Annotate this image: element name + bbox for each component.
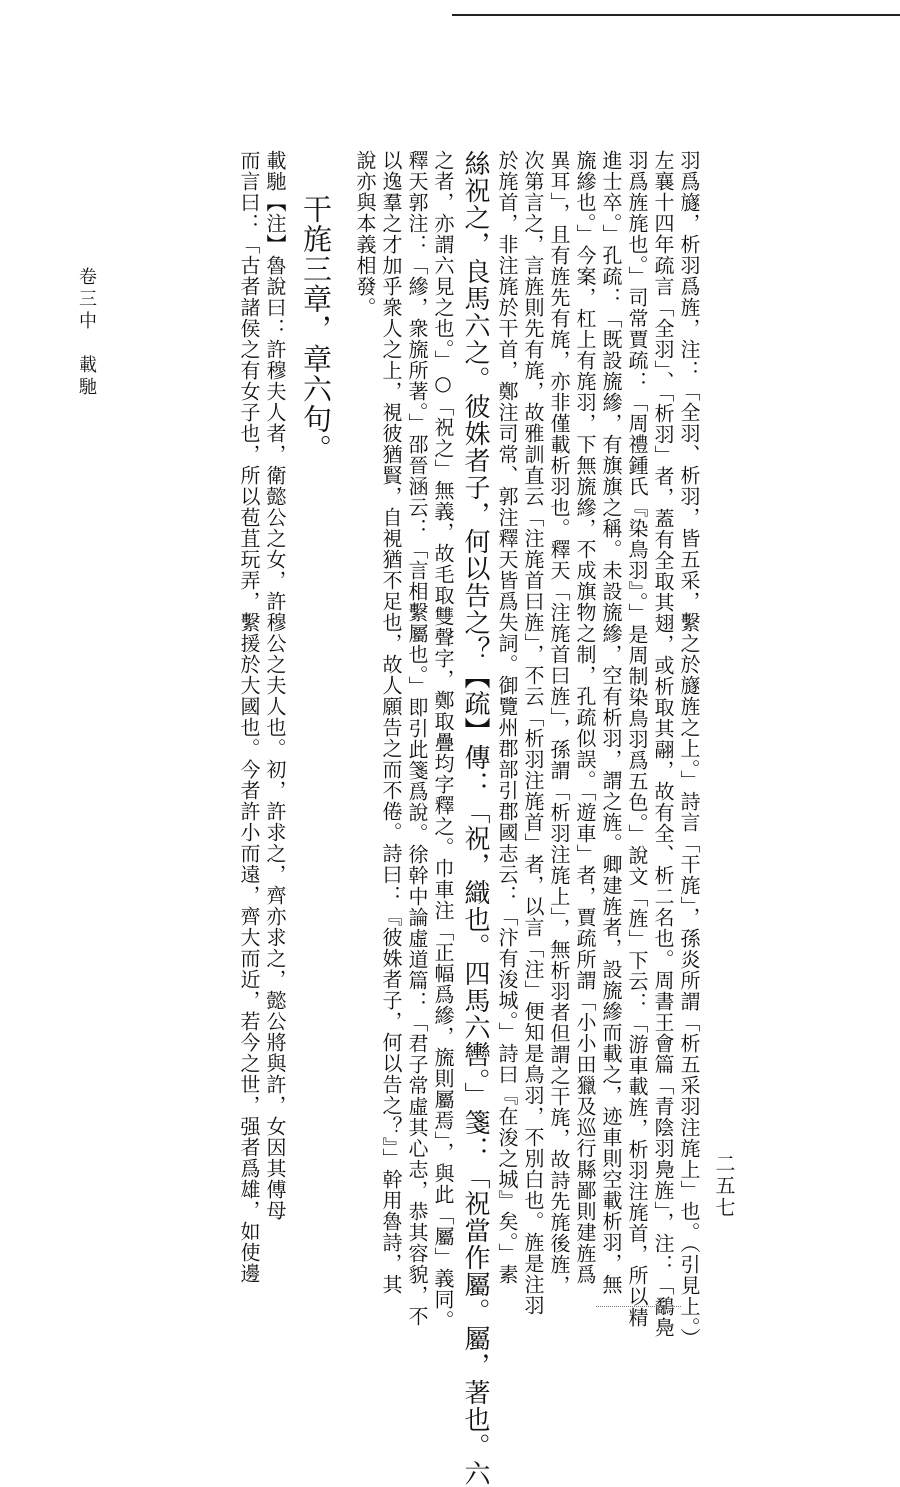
text-column: 載馳【注】魯說曰：許穆夫人者，衛懿公之女，許穆公之夫人也。初，許求之，齊亦求之，懿公將與許，女因其傅母 bbox=[263, 150, 287, 1221]
chapter-summary: 干旄三章，章六句。 bbox=[299, 194, 333, 464]
text-column: 進士卒。」孔疏：「既設旒縿，有旗旗之稱。未設旒縿，空有析羽，謂之旌。卿建旌者，設旒縿而載之，迹車則空載析羽，無 bbox=[599, 150, 623, 1295]
scan-artifact bbox=[596, 1306, 681, 1308]
text-column: 次第言之，言旌則先有旄，故雅訓直云「注旄首曰旌」，不云「析羽注旄首」者，以言「注」便知是鳥羽，不別白也。旌是注羽 bbox=[521, 150, 545, 1316]
text-column: 異耳」，且有旌先有旄，亦非僅載析羽也。釋天「注旄首曰旌」，孫謂「析羽注旄上」，無析羽者但謂之干旄，故詩先旄後旌， bbox=[547, 150, 571, 1296]
running-head: 卷三中 載馳 bbox=[76, 267, 97, 399]
page-number: 二五七 bbox=[712, 1153, 736, 1219]
text-column: 以逸羣之才加乎衆人之上，視彼猶賢，自視猶不足也，故人願告之而不倦。詩曰：『彼姝者子，何以告之？』」幹用魯詩，其 bbox=[379, 150, 403, 1295]
text-column: 之者，亦謂六見之也。」○「祝之」無義，故毛取雙聲字，鄭取疊均字釋之。巾車注「正幅爲縿，旒則屬焉」，與此「屬」義同。 bbox=[431, 150, 455, 1331]
main-text bbox=[102, 150, 702, 1487]
text-column: 羽爲旌旄也。」司常賈疏：「周禮鍾氏『染鳥羽』。」是周制染鳥羽爲五色。」說文「旌」下云：「游車載旌，析羽注旄首，所以精 bbox=[625, 150, 649, 1328]
text-column: 旒縿也。」今案，杠上有旄羽，下無旒縿，不成旗物之制，孔疏似誤。「遊車」者，賈疏所謂「小小田獵及巡行縣鄙則建旌爲 bbox=[573, 150, 597, 1285]
text-column: 說亦與本義相發。 bbox=[353, 150, 377, 318]
text-column: 絲祝之，良馬六之。彼姝者子，何以告之？【疏】傳：「祝，織也。四馬六轡。」箋：「祝當作屬。屬，著也。六 bbox=[460, 150, 490, 1487]
text-column: 而言曰：「古者諸侯之有女子也，所以苞苴玩弄，繫援於大國也。今者許小而遠，齊大而近，若今之世，强者爲雄，如使邊 bbox=[237, 150, 261, 1284]
text-column: 左襄十四年疏言「全羽」、「析羽」者，蓋有全取其翅，或析取其翮，故有全、析二名也。周書王會篇「青陰羽鳧旌」，注：「鷸鳧 bbox=[651, 150, 675, 1338]
text-column: 於旄首，非注旄於干首，鄭注司常、郭注釋天皆爲失詞。御覽州郡部引郡國志云：「汴有浚城。」詩曰『在浚之城』矣。」素 bbox=[495, 150, 519, 1285]
text-column: 釋天郭注：「縿，衆旒所著。」邵晉涵云：「言相繫屬也。」即引此箋爲說。徐幹中論虛道篇：「君子常虛其心志，恭其容貌，不 bbox=[405, 150, 429, 1327]
text-column: 羽爲旞，析羽爲旌，注：「全羽、析羽，皆五采，繫之於旞旌之上。」詩言「干旄」，孫炎所謂「析五采羽注旄上」也。（引見上。） bbox=[677, 150, 701, 1349]
top-rule bbox=[452, 14, 900, 16]
